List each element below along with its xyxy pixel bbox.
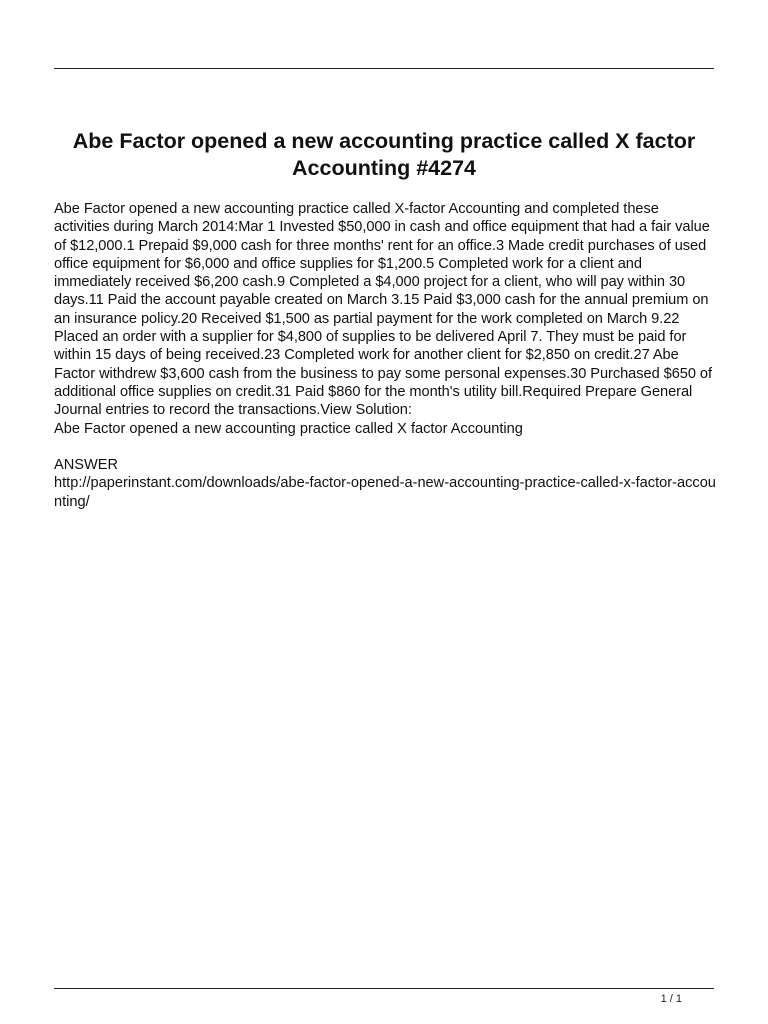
document-title: Abe Factor opened a new accounting practice called X factor Accounting #4274: [72, 129, 696, 180]
document-content: [54, 200, 716, 511]
problem-description: Abe Factor opened a new accounting practice called X-factor Accounting and completed these activities during March 2014:Mar 1 Invested $50,000 in cash and office equipment that had a fair value of $12,000.1 Prepaid $9,000 cash for three months' rent for an office.3 Made credit purchases of used office equipment for $6,000 and office supplies for $1,200.5 Completed work for a client and immediately received $6,200 cash.9 Completed a $4,000 project for a client, who will pay within 30 days.11 Paid the account payable created on March 3.15 Paid $3,000 cash for the annual premium on an insurance policy.20 Received $1,500 as partial payment for the work completed on March 9.22 Placed an order with a supplier for $4,800 of supplies to be delivered April 7. They must be paid for within 15 days of being received.23 Completed work for another client for $2,850 on credit.27 Abe Factor withdrew $3,600 cash from the business to pay some personal expenses.30 Purchased $650 of additional office supplies on credit.31 Paid $860 for the month's utility bill.Required Prepare General Journal entries to record the transactions.View Solution:: [54, 201, 712, 419]
answer-label: ANSWER: [54, 457, 119, 474]
paragraph-spacer: [54, 438, 716, 456]
footer-divider: [54, 988, 714, 989]
page-indicator: 1 / 1: [660, 993, 682, 1005]
header-divider: [54, 68, 714, 69]
summary-line: Abe Factor opened a new accounting practice called X factor Accounting: [54, 420, 523, 437]
answer-link[interactable]: http://paperinstant.com/downloads/abe-factor-opened-a-new-accounting-practice-called-x-factor-accounting/: [54, 475, 716, 510]
